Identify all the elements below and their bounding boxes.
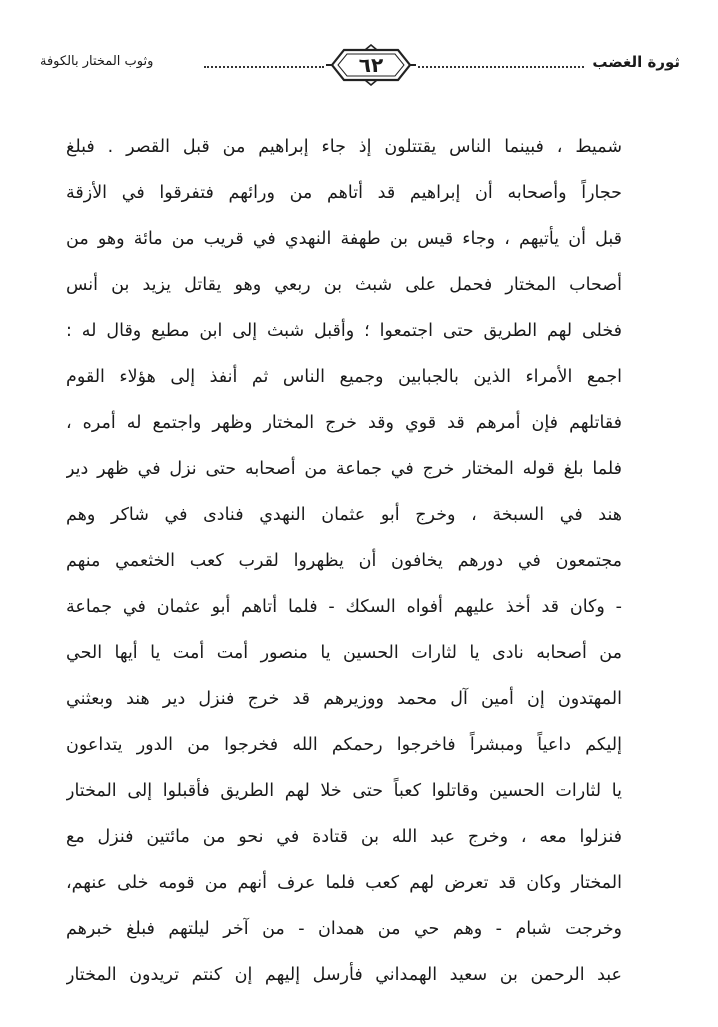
text-line: شميط ، فبينما الناس يقتتلون إذ جاء إبراهيم من قبل القصر . فبلغ <box>66 137 622 157</box>
text-line: قبل أن يأتيهم ، وجاء قيس بن طهفة النهدي في قريب من مائة وهو من <box>66 229 622 249</box>
chapter-title: وثوب المختار بالكوفة <box>40 54 154 69</box>
text-line: وخرجت شبام - وهم حي من همدان - من آخر ليلتهم فبلغ خبرهم <box>66 919 622 939</box>
page-number-ornament <box>324 44 418 86</box>
text-line: المهتدون إن أمين آل محمد ووزيرهم قد خرج فنزل دير هند وبعثني <box>66 689 622 709</box>
text-line: مجتمعون في دورهم يخافون أن يظهروا لقرب كعب الخثعمي منهم <box>66 551 622 571</box>
text-line: - وكان قد أخذ عليهم أفواه السكك - فلما أتاهم أبو عثمان في جماعة <box>66 597 622 617</box>
text-line: فنزلوا معه ، وخرج عبد الله بن قتادة في نحو من مائتين فنزل مع <box>66 827 622 847</box>
text-line: حجاراً وأصحابه أن إبراهيم قد أتاهم من ورائهم فتفرقوا في الأزقة <box>66 183 622 203</box>
text-line: يا لثارات الحسين وقاتلوا كعباً حتى خلا لهم الطريق فأقبلوا إلى المختار <box>66 781 622 801</box>
running-header <box>40 44 680 84</box>
text-line: إليكم داعياً ومبشراً فاخرجوا رحمكم الله فخرجوا من الدور يتداعون <box>66 735 622 755</box>
text-line: من أصحابه نادى يا لثارات الحسين يا منصور أمت أمت يا أيها الحي <box>66 643 622 663</box>
text-line: اجمع الأمراء الذين بالجبابين وجميع الناس ثم أنفذ إلى هؤلاء القوم <box>66 367 622 387</box>
text-line: المختار وكان قد تعرض لهم كعب فلما عرف أنهم من قومه خلى عنهم، <box>66 873 622 893</box>
book-title: ثورة الغضب <box>592 53 680 71</box>
body-text <box>66 124 622 998</box>
text-line: فخلى لهم الطريق حتى اجتمعوا ؛ وأقبل شبث إلى ابن مطيع وقال له : <box>66 321 622 341</box>
header-leader-dots-left <box>204 66 324 68</box>
page-number: ٦٢ <box>358 53 384 77</box>
text-line: أصحاب المختار فحمل على شبث بن ربعي وهو يقاتل يزيد بن أنس <box>66 275 622 295</box>
text-line: هند في السبخة ، وخرج أبو عثمان النهدي فنادى في شاكر وهم <box>66 505 622 525</box>
text-line: عبد الرحمن بن سعيد الهمداني فأرسل إليهم إن كنتم تريدون المختار <box>66 965 622 985</box>
text-line: فقاتلهم فإن أمرهم قد قوي وقد خرج المختار وظهر واجتمع له أمره ، <box>66 413 622 433</box>
header-leader-dots-right <box>418 66 584 68</box>
text-line: فلما بلغ قوله المختار خرج في جماعة من أصحابه حتى نزل في ظهر دير <box>66 459 622 479</box>
